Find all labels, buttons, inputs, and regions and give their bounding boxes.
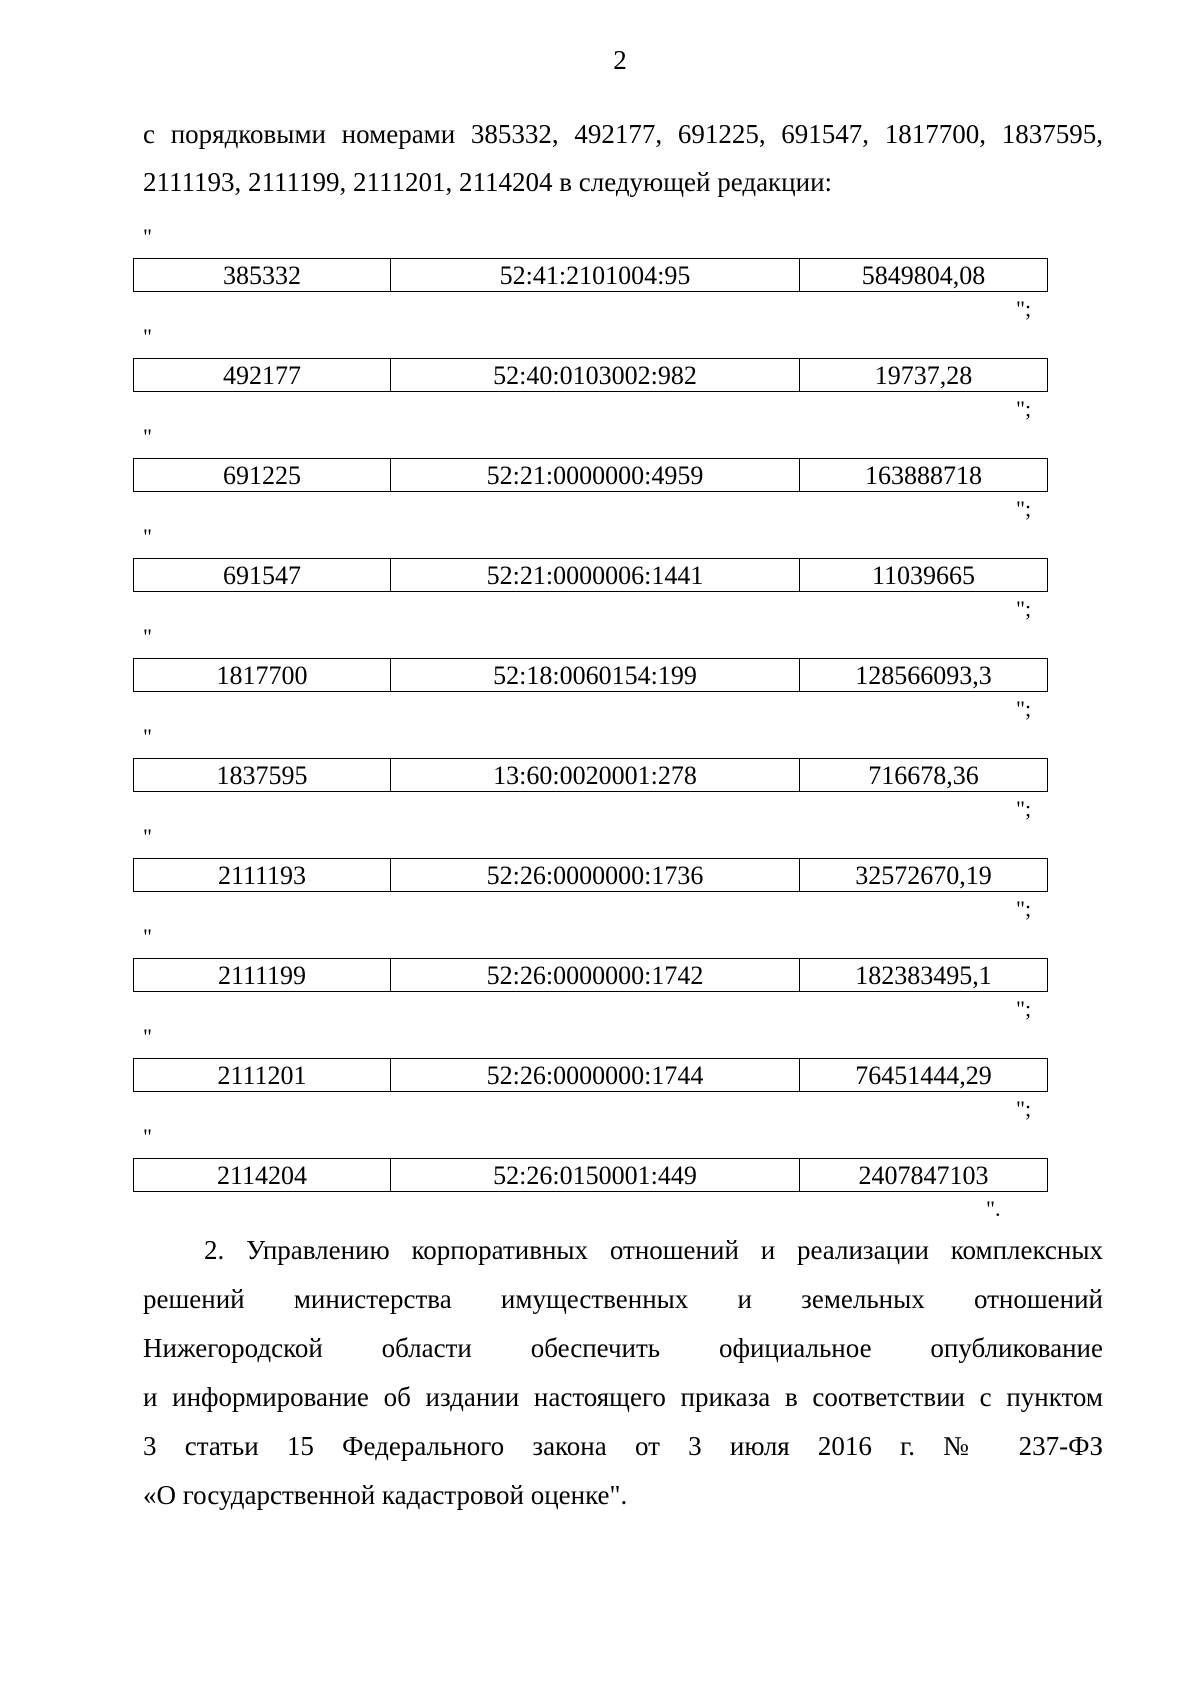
quote-close-mark: "; xyxy=(1016,396,1032,421)
row-number-cell: 1817700 xyxy=(134,659,391,692)
row-number-cell: 2111201 xyxy=(134,1059,391,1092)
quote-open-mark: " xyxy=(143,724,152,749)
cadastral-number-cell: 52:21:0000006:1441 xyxy=(391,559,800,592)
table-row xyxy=(134,1059,1048,1092)
quote-close-mark: "; xyxy=(1016,1096,1032,1121)
paragraph-2 xyxy=(143,1226,1103,1520)
paragraph-2-line: «О государственной кадастровой оценке". xyxy=(143,1480,628,1510)
cadastral-value-cell: 76451444,29 xyxy=(800,1059,1048,1092)
paragraph-2-line: и информирование об издании настоящего приказа в соответствии с пунктом xyxy=(143,1382,1103,1412)
entry-table xyxy=(133,858,1048,892)
entry-table xyxy=(133,658,1048,692)
cadastral-value-cell: 128566093,3 xyxy=(800,659,1048,692)
cadastral-number-cell: 52:41:2101004:95 xyxy=(391,259,800,292)
row-number-cell: 2111199 xyxy=(134,959,391,992)
entry-table xyxy=(133,458,1048,492)
entry-table xyxy=(133,1058,1048,1092)
cadastral-value-cell: 19737,28 xyxy=(800,359,1048,392)
paragraph-2-line: решений министерства имущественных и земельных отношений xyxy=(143,1284,1103,1314)
row-number-cell: 385332 xyxy=(134,259,391,292)
cadastral-number-cell: 52:21:0000000:4959 xyxy=(391,459,800,492)
row-number-cell: 2114204 xyxy=(134,1159,391,1192)
quote-close-mark: "; xyxy=(1016,796,1032,821)
quote-close-mark: "; xyxy=(1016,496,1032,521)
entry-table xyxy=(133,758,1048,792)
quote-close-mark: "; xyxy=(1016,996,1032,1021)
quote-open-mark: " xyxy=(143,224,152,249)
row-number-cell: 691547 xyxy=(134,559,391,592)
cadastral-value-cell: 716678,36 xyxy=(800,759,1048,792)
entry-table xyxy=(133,558,1048,592)
quote-close-mark: "; xyxy=(1016,696,1032,721)
entry-table xyxy=(133,358,1048,392)
cadastral-value-cell: 182383495,1 xyxy=(800,959,1048,992)
table-row xyxy=(134,859,1048,892)
table-row xyxy=(134,659,1048,692)
quote-open-mark: " xyxy=(143,524,152,549)
entry-table xyxy=(133,258,1048,292)
table-row xyxy=(134,359,1048,392)
table-row xyxy=(134,459,1048,492)
quote-close-mark: "; xyxy=(1016,596,1032,621)
cadastral-number-cell: 52:26:0150001:449 xyxy=(391,1159,800,1192)
page-number: 2 xyxy=(613,45,627,75)
table-row xyxy=(134,1159,1048,1192)
row-number-cell: 492177 xyxy=(134,359,391,392)
quote-open-mark: " xyxy=(143,1024,152,1049)
cadastral-number-cell: 52:26:0000000:1742 xyxy=(391,959,800,992)
row-number-cell: 2111193 xyxy=(134,859,391,892)
intro-line-1: с порядковыми номерами 385332, 492177, 691225, 691547, 1817700, 1837595, xyxy=(143,119,1103,149)
cadastral-number-cell: 52:26:0000000:1744 xyxy=(391,1059,800,1092)
quote-open-mark: " xyxy=(143,424,152,449)
cadastral-number-cell: 52:18:0060154:199 xyxy=(391,659,800,692)
cadastral-number-cell: 13:60:0020001:278 xyxy=(391,759,800,792)
quote-close-mark: "; xyxy=(1016,296,1032,321)
entry-table xyxy=(133,1158,1048,1192)
table-row xyxy=(134,259,1048,292)
intro-line-2: 2111193, 2111199, 2111201, 2114204 в следующей редакции: xyxy=(143,167,833,197)
intro-text xyxy=(143,110,1103,206)
cadastral-value-cell: 32572670,19 xyxy=(800,859,1048,892)
cadastral-number-cell: 52:26:0000000:1736 xyxy=(391,859,800,892)
quote-close-mark: ". xyxy=(986,1196,1001,1221)
table-row xyxy=(134,959,1048,992)
cadastral-number-cell: 52:40:0103002:982 xyxy=(391,359,800,392)
paragraph-2-line: 3 статьи 15 Федерального закона от 3 июля 2016 г. № 237-ФЗ xyxy=(143,1431,1103,1461)
paragraph-2-line: 2. Управлению корпоративных отношений и реализации комплексных xyxy=(204,1235,1103,1265)
row-number-cell: 691225 xyxy=(134,459,391,492)
quote-open-mark: " xyxy=(143,324,152,349)
quote-open-mark: " xyxy=(143,1124,152,1149)
quote-close-mark: "; xyxy=(1016,896,1032,921)
quote-open-mark: " xyxy=(143,924,152,949)
quote-open-mark: " xyxy=(143,624,152,649)
entry-table xyxy=(133,958,1048,992)
table-row xyxy=(134,559,1048,592)
cadastral-value-cell: 11039665 xyxy=(800,559,1048,592)
table-row xyxy=(134,759,1048,792)
quote-open-mark: " xyxy=(143,824,152,849)
cadastral-value-cell: 163888718 xyxy=(800,459,1048,492)
paragraph-2-line: Нижегородской области обеспечить официальное опубликование xyxy=(143,1333,1103,1363)
cadastral-value-cell: 5849804,08 xyxy=(800,259,1048,292)
cadastral-value-cell: 2407847103 xyxy=(800,1159,1048,1192)
row-number-cell: 1837595 xyxy=(134,759,391,792)
